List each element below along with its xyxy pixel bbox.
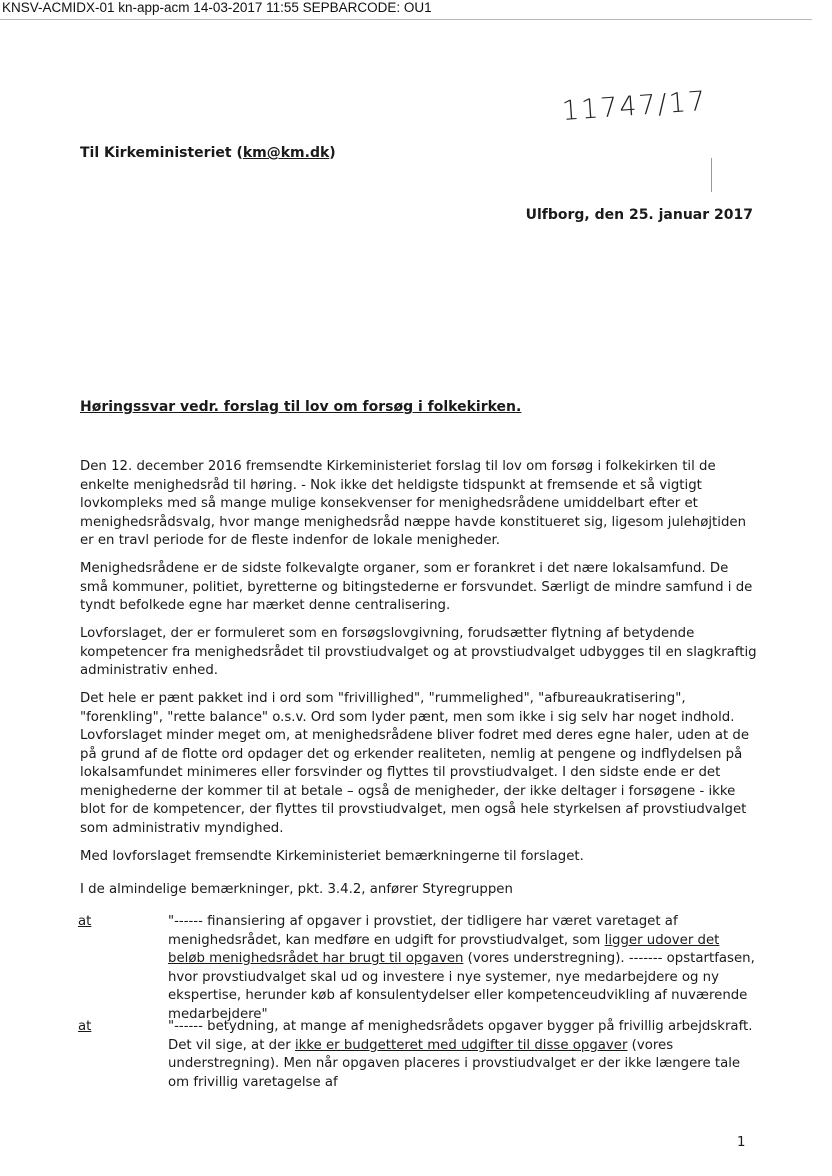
page-number: 1	[737, 1135, 746, 1150]
quote-text-part: (vores understregning). Men når opgaven placeres i provstiudvalget er der ikke længere tale om frivillig varetagelse af	[168, 1037, 741, 1090]
quote-text-part: "------ finansiering af opgaver i provstiet, der tidligere har været varetaget af menighedsrådet, kan medføre en udgift for provstiudvalget, som	[168, 914, 678, 948]
quote-label: at	[78, 1019, 92, 1034]
paragraph: Menighedsrådene er de sidste folkevalgte organer, som er forankret i det nære lokalsamfund. De små kommuner, politiet, byretterne og bitingstederne er forsvundet. Særligt de mindre samfund i de tyndt befolkede egne har mærket denne centralisering.	[80, 561, 753, 613]
letter-body	[80, 458, 760, 876]
handwritten-case-number: 11747/17	[560, 85, 709, 127]
recipient-suffix: )	[329, 145, 336, 161]
quote-underlined-text: ikke er budgetteret med udgifter til disse opgaver	[294, 1037, 628, 1053]
recipient-line	[80, 145, 336, 161]
paragraph: Med lovforslaget fremsendte Kirkeministeriet bemærkningerne til forslaget.	[80, 848, 584, 864]
quote-text-part: "------ betydning, at mange af menighedsrådets opgaver bygger på frivillig arbejdskraft. Det vil sige, at der	[168, 1019, 753, 1053]
quote-text	[168, 913, 758, 1024]
fax-header: KNSV-ACMIDX-01 kn-app-acm 14-03-2017 11:55 SEPBARCODE: OU1	[2, 0, 432, 15]
paragraph: Det hele er pænt pakket ind i ord som "frivillighed", "rummelighed", "afbureaukratisering", "forenkling", "rette balance" o.s.v. Ord som lyder pænt, men som ikke i sig selv har noget indhold. Lovforslaget minder meget om, at menighedsrådene bliver fodret med deres egne haler, uden at de på grund af de flotte ord opdager det og erkender realiteten, nemlig at pengene og indflydelsen på lokalsamfundet minimeres eller forsvinder og flyttes til provstiudvalget. I den sidste ende er det menighederne der kommer til at betale – også de menigheder, der ikke deltager i forsøgene - ikke blot for de kompetencer, der flyttes til provstiudvalget, men også hele styrkelsen af provstiudvalget som administrativ myndighed.	[80, 691, 750, 836]
quote-label: at	[78, 914, 92, 929]
paragraph: Den 12. december 2016 fremsendte Kirkeministeriet forslag til lov om forsøg i folkekirken til de enkelte menighedsråd til høring. - Nok ikke det heldigste tidspunkt at fremsende et så vigtigt lovkompleks med så mange mulige konsekvenser for menighedsrådene umiddelbart efter et menighedsrådsvalg, hvor mange menighedsråd næppe havde konstitueret sig, ligesom julehøjtiden er en travl periode for de fleste indenfor de lokale menigheder.	[80, 459, 746, 548]
quotes-intro: I de almindelige bemærkninger, pkt. 3.4.2, anfører Styregruppen	[80, 882, 513, 897]
margin-mark	[711, 158, 712, 192]
quote-text-part: (vores understregning). ------- opstartfasen, hvor provstiudvalget skal ud og investere i nye systemer, nye medarbejdere og ny ekspertise, herunder køb af konsulentydelser eller kompetenceudvikling af nuværende medarbejdere"	[168, 951, 755, 1022]
subject-heading: Høringssvar vedr. forslag til lov om forsøg i folkekirken.	[80, 399, 522, 415]
fax-header-divider	[0, 19, 812, 20]
recipient-email-link[interactable]: km@km.dk	[242, 145, 330, 161]
paragraph: Lovforslaget, der er formuleret som en forsøgslovgivning, forudsætter flytning af betydende kompetencer fra menighedsrådet til provstiudvalget og at provstiudvalget udbygges til en slagkraftig administrativ enhed.	[80, 626, 757, 678]
recipient-prefix: Til Kirkeministeriet (	[80, 145, 243, 161]
quote-text	[168, 1018, 758, 1092]
date-line: Ulfborg, den 25. januar 2017	[525, 207, 753, 223]
quote-underlined-text: ligger udover det beløb menighedsrådet har brugt til opgaven	[168, 932, 720, 966]
